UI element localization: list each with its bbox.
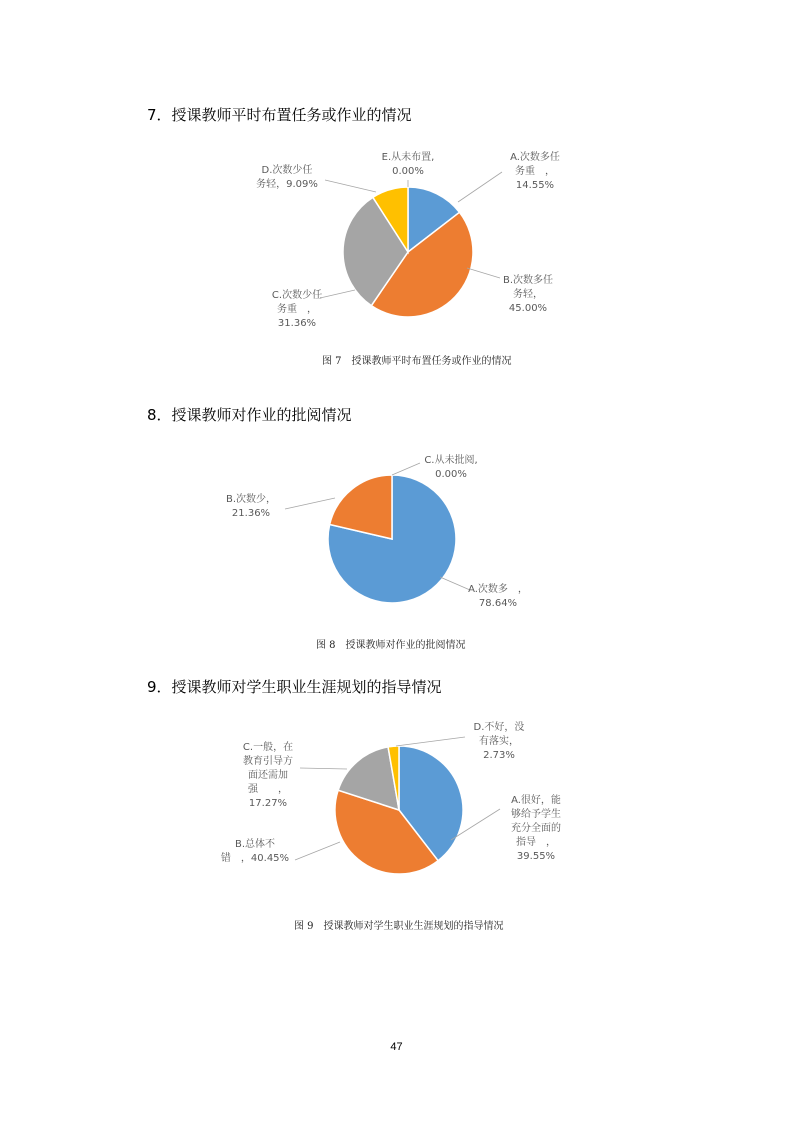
leader-line [300,768,347,769]
slice-label [256,163,318,190]
slice-label [474,720,525,761]
slice-label-line: 17.27% [248,798,288,809]
slice-label-line: E.从未布置, [381,152,435,163]
slice-label-line: 14.55% [515,180,555,191]
slice-label-line: 强 ， [248,784,288,795]
section-9-heading: 9．授课教师对学生职业生涯规划的指导情况 [147,678,442,696]
figure-9-caption: 图 9 授课教师对学生职业生涯规划的指导情况 [294,921,504,932]
slice-label-line: 面还需加 [248,770,288,781]
slice-label-line: 2.73% [483,750,515,761]
slice-label-line: B.总体不 [234,839,276,850]
slice-label-line: A.很好，能 [511,795,561,806]
slice-label [511,793,561,862]
slice-label-line: B.次数多任 [502,275,554,286]
pie-chart-assignments [0,140,793,370]
slice-label-line: 0.00% [392,166,424,177]
slice-label [243,740,293,809]
slice-label [468,582,528,609]
slice-label-line: 45.00% [508,303,548,314]
leader-line [458,172,502,202]
slice-label-line: 错 ，40.45% [220,853,290,864]
pie-chart-career-guidance [0,720,793,920]
slice-label-line: 务重 ， [515,166,555,177]
slice-label [382,150,435,177]
slice-label-line: B.次数少， [225,494,277,505]
slice-label-line: 够给予学生 [511,809,561,820]
leader-line [295,842,340,860]
slice-label-line: 78.64% [478,598,518,609]
leader-line [285,498,335,509]
slice-label-line: 务重 ， [277,304,317,315]
figure-7-caption: 图 7 授课教师平时布置任务或作业的情况 [322,356,512,367]
pie-chart-grading [0,445,793,635]
slice-label-line: 务轻，9.09% [256,179,318,190]
leader-line [325,180,376,192]
section-7-heading: 7．授课教师平时布置任务或作业的情况 [147,106,412,124]
slice-label-line: C.次数少任 [271,290,323,301]
section-8-heading: 8．授课教师对作业的批阅情况 [147,406,352,424]
slice-label-line: 指导 ， [516,837,556,848]
slice-label-line: C.从未批阅, [424,455,478,466]
slice-label-line: D.不好，没 [473,722,525,733]
slice-label [503,273,553,314]
slice-label-line: 21.36% [231,508,271,519]
slice-label-line: 39.55% [516,851,556,862]
leader-line [467,268,500,278]
slice-label [221,837,289,864]
slice-label-line: 教育引导方 [243,756,293,767]
slice-label [226,492,276,519]
slice-label [424,453,477,480]
figure-8-caption: 图 8 授课教师对作业的批阅情况 [316,640,466,651]
slice-label [510,150,560,191]
slice-label-line: C.一般，在 [242,742,294,753]
leader-line [320,290,355,298]
slice-label-line: A.次数多任 [510,152,560,163]
page-number: 47 [390,1041,403,1053]
leader-line [396,737,465,746]
slice-label-line: 0.00% [435,469,467,480]
leader-line [392,463,420,475]
slice-label-line: 充分全面的 [511,823,561,834]
slice-label [272,288,322,329]
leader-line [440,577,470,590]
slice-label-line: 31.36% [277,318,317,329]
slice-label-line: 有落实， [479,736,519,747]
slice-label-line: 务轻， [513,289,543,300]
slice-label-line: A.次数多 ， [468,584,528,595]
slice-label-line: D.次数少任 [261,165,313,176]
